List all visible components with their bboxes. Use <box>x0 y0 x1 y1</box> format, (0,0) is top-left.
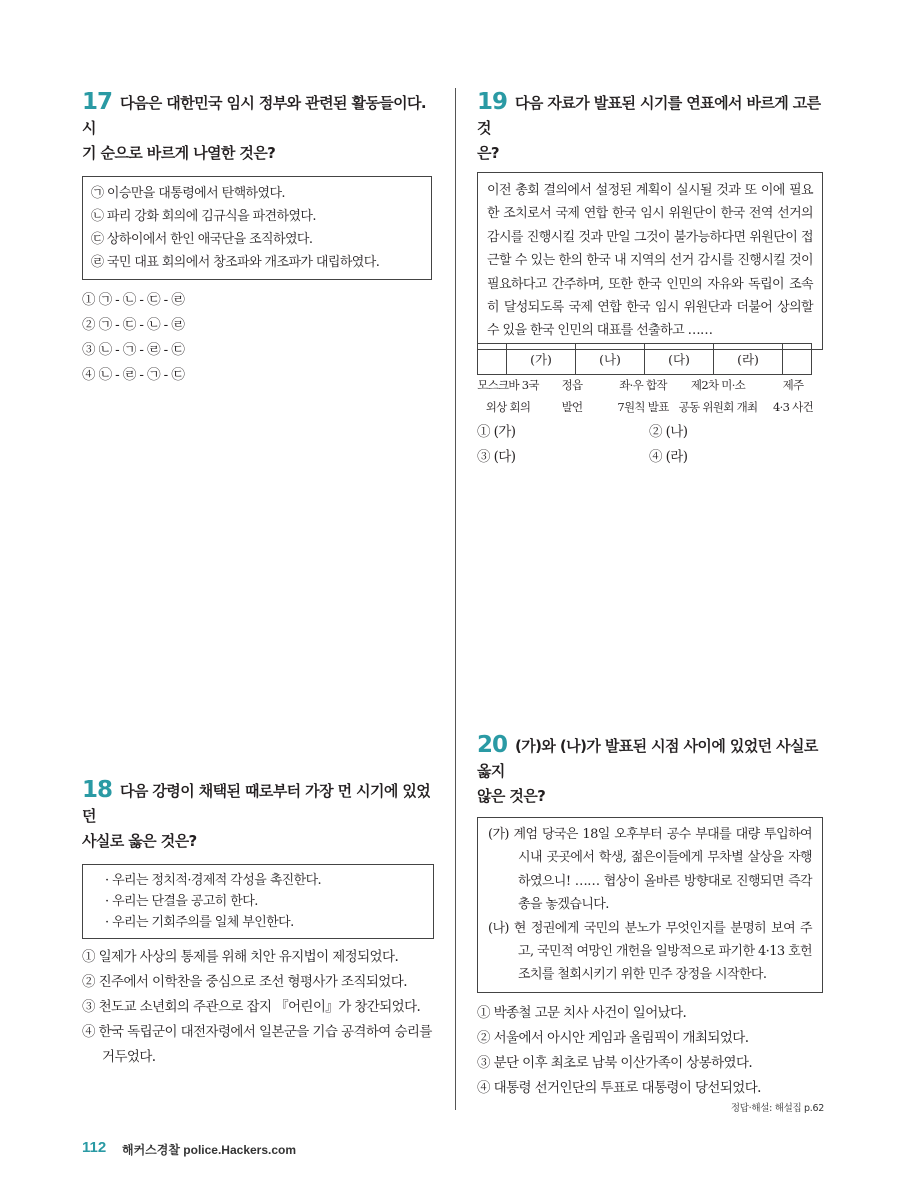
question-20-prompt: 20 (가)와 (나)가 발표된 시점 사이에 있었던 사실로 옳지 않은 것은? <box>477 732 818 805</box>
list-item: ㉠ 이승만을 대통령에서 탄핵하였다. <box>91 186 285 201</box>
answer-option-4[interactable]: ④ ㉡ - ㉣ - ㉠ - ㉢ <box>82 367 185 383</box>
timeline-event: 제2차 미·소 공동 위원회 개최 <box>678 378 758 414</box>
question-19-options <box>477 420 817 470</box>
answer-option-3[interactable]: ③ ㉡ - ㉠ - ㉣ - ㉢ <box>82 342 185 358</box>
answer-option-2[interactable]: ② 진주에서 이학찬을 중심으로 조선 형평사가 조직되었다. <box>82 974 407 990</box>
timeline-labels <box>477 374 823 420</box>
list-item: (나) 현 정권에게 국민의 분노가 무엇인지를 분명히 보여 주고, 국민적 여망인 개헌을 일방적으로 파기한 4·13 호헌 조치를 철회시키기 위한 민주 장정을 시작한다. <box>488 920 812 983</box>
timeline-period: (나) <box>576 344 645 375</box>
question-18 <box>82 778 434 1070</box>
answer-option-2[interactable]: ② 서울에서 아시안 게임과 올림픽이 개최되었다. <box>477 1029 749 1046</box>
timeline-period: (다) <box>645 344 714 375</box>
question-20-items-box <box>477 817 823 993</box>
question-17-prompt: 17 다음은 대한민국 임시 정부와 관련된 활동들이다. 시 기 순으로 바르게 나열한 것은? <box>82 89 427 162</box>
answer-option-1[interactable]: ① 일제가 사상의 통제를 위해 치안 유지법이 제정되었다. <box>82 949 399 965</box>
question-17-items-box <box>82 176 432 280</box>
question-19-prompt: 19 다음 자료가 발표된 시기를 연표에서 바르게 고른 것 은? <box>477 89 821 162</box>
timeline-period: (가) <box>507 344 576 375</box>
question-17 <box>82 90 432 388</box>
timeline <box>477 343 812 375</box>
answer-option-1[interactable]: ① (가) <box>477 424 516 440</box>
answer-option-4[interactable]: ④ (라) <box>649 449 688 465</box>
answer-option-3[interactable]: ③ (다) <box>477 449 516 465</box>
list-item: · 우리는 정치적·경제적 각성을 촉진한다. <box>105 873 322 888</box>
answer-option-1[interactable]: ① 박종철 고문 치사 사건이 일어났다. <box>477 1004 687 1021</box>
answer-option-4[interactable]: ④ 한국 독립군이 대전자령에서 일본군을 기습 공격하여 승리를 거두었다. <box>82 1024 432 1065</box>
answer-option-3[interactable]: ③ 천도교 소년회의 주관으로 잡지 『어린이』가 창간되었다. <box>82 999 421 1015</box>
answer-option-2[interactable]: ② (나) <box>649 424 688 440</box>
question-18-items-box <box>82 864 434 939</box>
answer-option-2[interactable]: ② ㉠ - ㉢ - ㉡ - ㉣ <box>82 317 185 333</box>
question-number: 17 <box>82 89 113 115</box>
timeline-period: (라) <box>714 344 783 375</box>
question-20 <box>477 733 823 1101</box>
column-divider <box>455 88 456 1110</box>
passage-text: 이전 총회 결의에서 설정된 계획이 실시될 것과 또 이에 필요한 조치로서 국제 연합 한국 임시 위원단이 한국 전역 선거의 감시를 진행시킬 것과 만일 그것이 불가능하다면 위원단이 접근할 수 있는 한의 한국 내 지역의 선거 감시를 진행시킬 것이 필요하다고 간주하며, 또한 한국 인민의 자유와 독립이 조속히 달성되도록 국제 연합 한국 임시 위원단과 더불어 상의할 수 있을 한국 인민의 대표를 선출하고 …… <box>487 183 813 339</box>
timeline-event: 제주 4·3 사건 <box>773 378 813 414</box>
timeline-event: 정읍 발언 <box>561 378 583 414</box>
list-item: ㉣ 국민 대표 회의에서 창조파와 개조파가 대립하였다. <box>91 255 380 270</box>
answer-reference: 정답·해설: 해설집 p.62 <box>730 1103 824 1114</box>
list-item: ㉡ 파리 강화 회의에 김규식을 파견하였다. <box>91 209 316 224</box>
list-item: · 우리는 단결을 공고히 한다. <box>105 894 258 909</box>
page-number: 112 <box>82 1139 107 1156</box>
timeline-event: 모스크바 3국 외상 회의 <box>477 378 539 414</box>
list-item: (가) 계엄 당국은 18일 오후부터 공수 부대를 대량 투입하여 시내 곳곳에서 학생, 젊은이들에게 무차별 살상을 자행하였으니! …… 협상이 올바른 방향대로 진행되면 즉각 총을 놓겠습니다. <box>488 827 812 913</box>
question-number: 18 <box>82 777 113 803</box>
question-18-prompt: 18 다음 강령이 채택된 때로부터 가장 먼 시기에 있었던 사실로 옳은 것은? <box>82 777 431 850</box>
question-19 <box>477 90 823 350</box>
timeline-event: 좌·우 합작 7원칙 발표 <box>617 378 669 414</box>
list-item: ㉢ 상하이에서 한인 애국단을 조직하였다. <box>91 232 313 247</box>
question-19-passage-box <box>477 172 823 350</box>
list-item: · 우리는 기회주의를 일체 부인한다. <box>105 915 294 930</box>
answer-option-3[interactable]: ③ 분단 이후 최초로 남북 이산가족이 상봉하였다. <box>477 1054 753 1071</box>
footer-brand: 해커스경찰 police.Hackers.com <box>122 1143 297 1157</box>
question-number: 19 <box>477 89 508 115</box>
answer-option-1[interactable]: ① ㉠ - ㉡ - ㉢ - ㉣ <box>82 292 185 308</box>
answer-option-4[interactable]: ④ 대통령 선거인단의 투표로 대통령이 당선되었다. <box>477 1079 761 1096</box>
question-number: 20 <box>477 732 508 758</box>
